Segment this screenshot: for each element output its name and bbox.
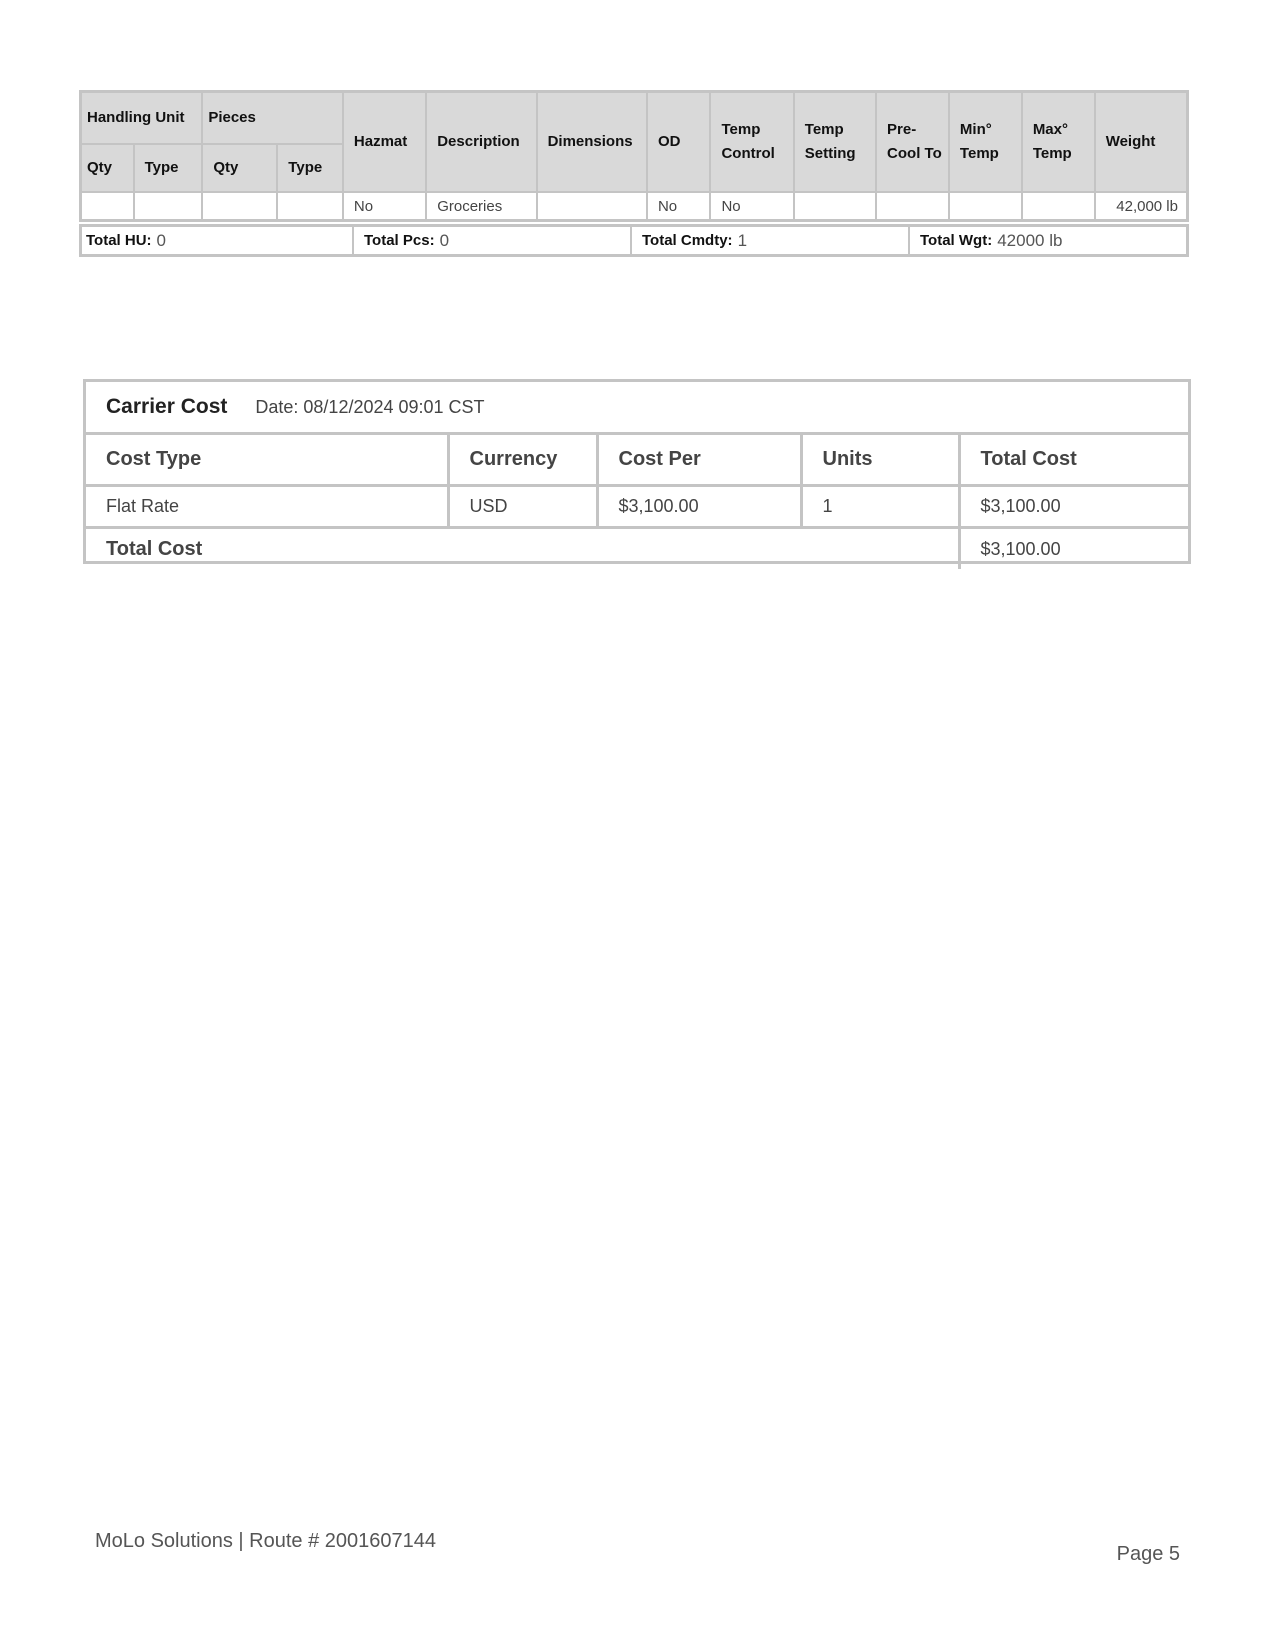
header-temp-control: Temp Control: [710, 92, 793, 193]
cell-hu-type: [134, 192, 203, 221]
column-total-cost: Total Cost: [959, 435, 1188, 486]
cell-max-temp: [1022, 192, 1095, 221]
carrier-cost-table: [86, 435, 1188, 569]
table-row: [81, 192, 1188, 221]
cell-temp-control: No: [710, 192, 793, 221]
cell-dimensions: [537, 192, 647, 221]
header-description: Description: [426, 92, 536, 193]
cell-total-cost: $3,100.00: [959, 486, 1188, 528]
total-cost-value: $3,100.00: [980, 538, 1061, 559]
cell-description: Groceries: [426, 192, 536, 221]
total-cmdty-value: 1: [737, 230, 748, 250]
carrier-cost-date: Date: 08/12/2024 09:01 CST: [255, 396, 485, 417]
cell-pcs-type: [277, 192, 343, 221]
carrier-cost-title: Carrier Cost: [106, 395, 228, 418]
total-hu-label: Total HU:: [86, 232, 152, 249]
header-dimensions: Dimensions: [537, 92, 647, 193]
cell-temp-setting: [794, 192, 876, 221]
column-currency: Currency: [448, 435, 597, 486]
cell-cost-per: $3,100.00: [597, 486, 801, 528]
total-wgt-value: 42000 lb: [997, 230, 1063, 250]
header-handling-unit: Handling Unit: [81, 92, 203, 145]
header-od: OD: [647, 92, 711, 193]
total-pcs-label: Total Pcs:: [364, 232, 435, 249]
total-cmdty-label: Total Cmdty:: [642, 232, 733, 249]
cell-min-temp: [949, 192, 1022, 221]
total-pcs-value: 0: [439, 230, 450, 250]
column-cost-type: Cost Type: [86, 435, 448, 486]
header-hu-type: Type: [134, 144, 203, 192]
header-pre-cool-to: Pre-Cool To: [876, 92, 949, 193]
header-temp-setting: Temp Setting: [794, 92, 876, 193]
cell-pcs-qty: [202, 192, 277, 221]
total-row: [86, 528, 1188, 570]
commodity-totals: [79, 224, 1189, 257]
cell-currency: USD: [448, 486, 597, 528]
header-weight: Weight: [1095, 92, 1188, 193]
header-hu-qty: Qty: [81, 144, 134, 192]
cell-hazmat: No: [343, 192, 426, 221]
carrier-cost-section: [83, 379, 1191, 564]
total-wgt: [910, 227, 1186, 254]
footer-page-number: Page 5: [1116, 1543, 1180, 1565]
column-units: Units: [801, 435, 959, 486]
header-pcs-type: Type: [277, 144, 343, 192]
total-wgt-label: Total Wgt:: [920, 232, 993, 249]
footer-route: MoLo Solutions | Route # 2001607144: [95, 1530, 437, 1552]
header-pieces: Pieces: [202, 92, 343, 145]
total-cmdty: [632, 227, 910, 254]
header-hazmat: Hazmat: [343, 92, 426, 193]
total-hu: [82, 227, 354, 254]
total-hu-value: 0: [156, 230, 167, 250]
table-row: [86, 486, 1188, 528]
cell-hu-qty: [81, 192, 134, 221]
total-pcs: [354, 227, 632, 254]
cell-pre-cool-to: [876, 192, 949, 221]
cell-units: 1: [801, 486, 959, 528]
cell-cost-type: Flat Rate: [86, 486, 448, 528]
column-cost-per: Cost Per: [597, 435, 801, 486]
commodity-table: [79, 90, 1189, 222]
cell-od: No: [647, 192, 711, 221]
header-min-temp: Min° Temp: [949, 92, 1022, 193]
total-cost-label: Total Cost: [86, 528, 959, 570]
header-pcs-qty: Qty: [202, 144, 277, 192]
cell-weight: 42,000 lb: [1095, 192, 1188, 221]
header-max-temp: Max° Temp: [1022, 92, 1095, 193]
carrier-cost-header: [86, 382, 1188, 435]
